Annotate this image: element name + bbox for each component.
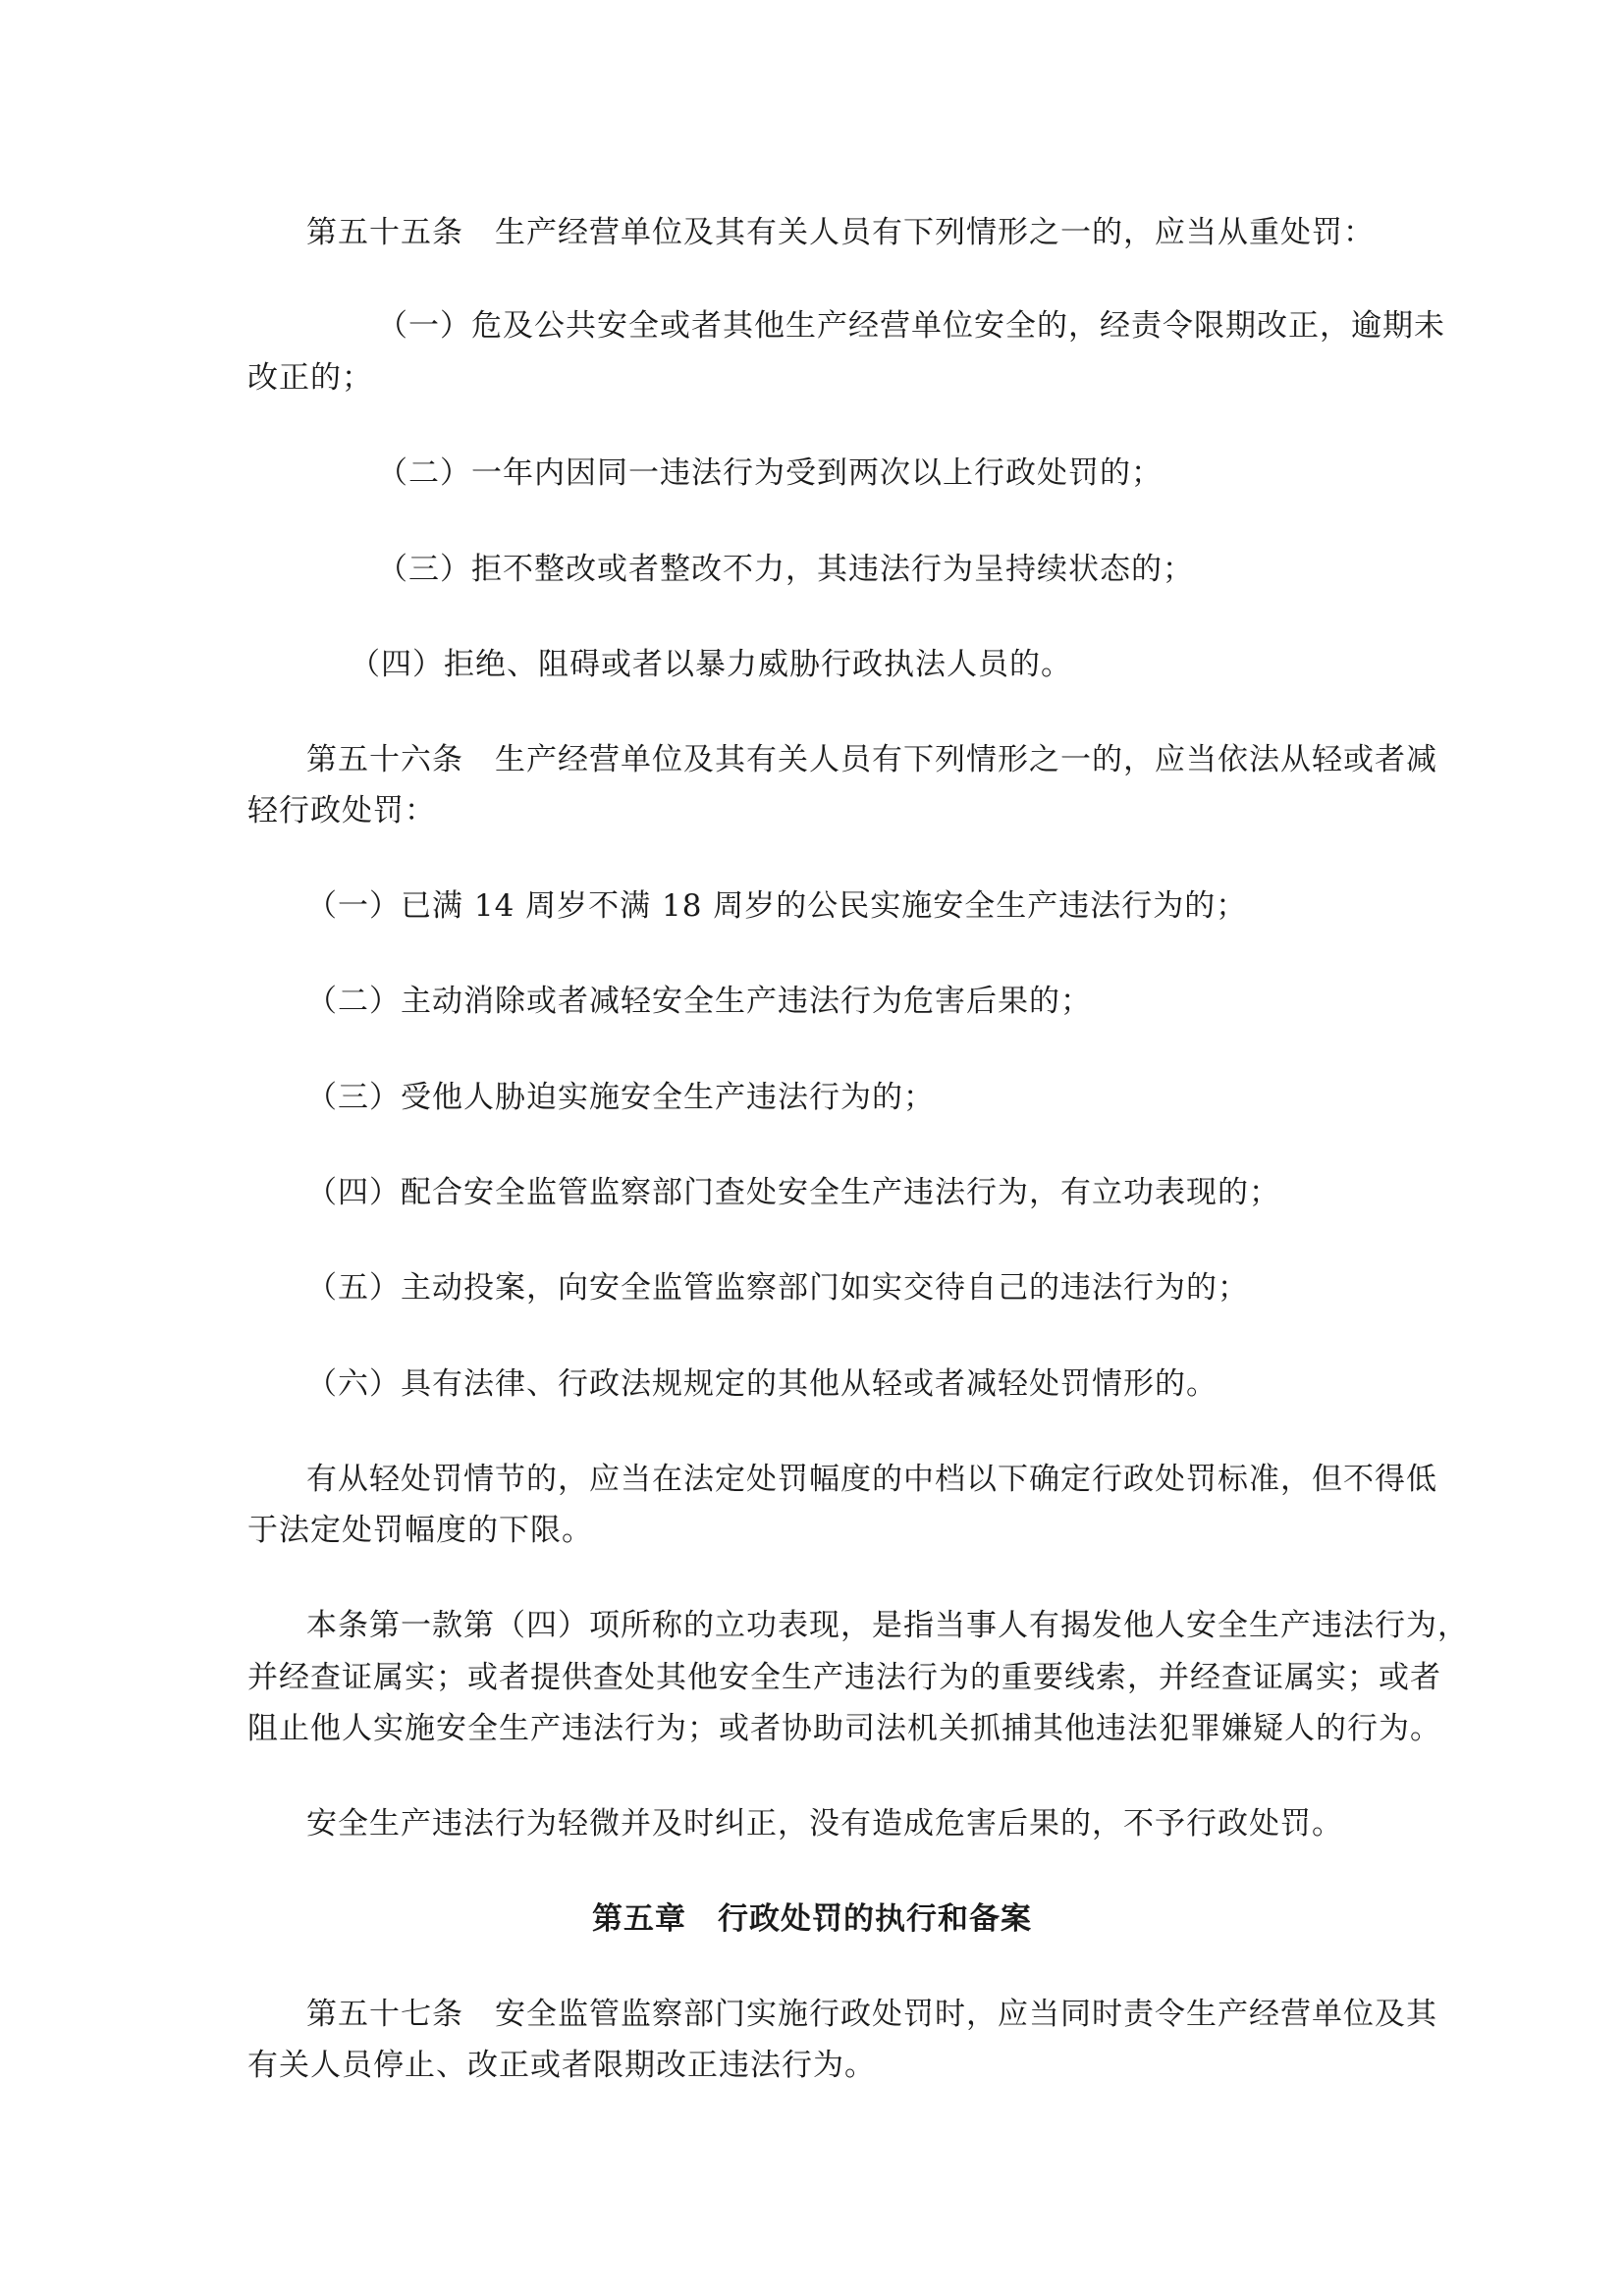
article-57-line-1: 第五十七条 安全监管监察部门实施行政处罚时，应当同时责令生产经营单位及其 (306, 1997, 1437, 2032)
article-56-intro-line-2: 轻行政处罚： (247, 793, 436, 828)
article-56-item-4: （四）配合安全监管监察部门查处安全生产违法行为，有立功表现的； (306, 1175, 1280, 1210)
chapter-5-title: 第五章 行政处罚的执行和备案 (592, 1901, 1032, 1937)
article-56-item-1: （一）已满 14 周岁不满 18 周岁的公民实施安全生产违法行为的； (306, 888, 1248, 924)
article-55-item-1-cont: 改正的； (247, 360, 373, 396)
article-56-para3-line-1: 本条第一款第（四）项所称的立功表现，是指当事人有揭发他人安全生产违法行为， (306, 1608, 1469, 1643)
article-56-item-5: （五）主动投案，向安全监管监察部门如实交待自己的违法行为的； (306, 1270, 1249, 1306)
article-55-intro: 第五十五条 生产经营单位及其有关人员有下列情形之一的，应当从重处罚： (306, 215, 1375, 250)
article-56-para3-line-2: 并经查证属实；或者提供查处其他安全生产违法行为的重要线索，并经查证属实；或者 (247, 1660, 1441, 1695)
article-56-para3-line-3: 阻止他人实施安全生产违法行为；或者协助司法机关抓捕其他违法犯罪嫌疑人的行为。 (247, 1711, 1441, 1746)
article-56-intro-line-1: 第五十六条 生产经营单位及其有关人员有下列情形之一的，应当依法从轻或者减 (306, 742, 1437, 777)
article-56-para2-line-1: 有从轻处罚情节的，应当在法定处罚幅度的中档以下确定行政处罚标准，但不得低 (306, 1462, 1437, 1497)
article-55-item-4: （四）拒绝、阻碍或者以暴力威胁行政执法人员的。 (350, 647, 1072, 682)
article-56-para4: 安全生产违法行为轻微并及时纠正，没有造成危害后果的，不予行政处罚。 (306, 1806, 1343, 1842)
article-56-item-3: （三）受他人胁迫实施安全生产违法行为的； (306, 1080, 935, 1115)
article-55-item-1: （一）危及公共安全或者其他生产经营单位安全的，经责令限期改正，逾期未 (377, 308, 1445, 344)
article-56-item-2: （二）主动消除或者减轻安全生产违法行为危害后果的； (306, 984, 1092, 1019)
article-57-line-2: 有关人员停止、改正或者限期改正违法行为。 (247, 2048, 876, 2083)
article-56-item-6: （六）具有法律、行政法规规定的其他从轻或者减轻处罚情形的。 (306, 1366, 1218, 1402)
article-56-para2-line-2: 于法定处罚幅度的下限。 (247, 1513, 593, 1548)
article-55-item-3: （三）拒不整改或者整改不力，其违法行为呈持续状态的； (377, 552, 1194, 587)
article-55-item-2: （二）一年内因同一违法行为受到两次以上行政处罚的； (377, 455, 1163, 491)
